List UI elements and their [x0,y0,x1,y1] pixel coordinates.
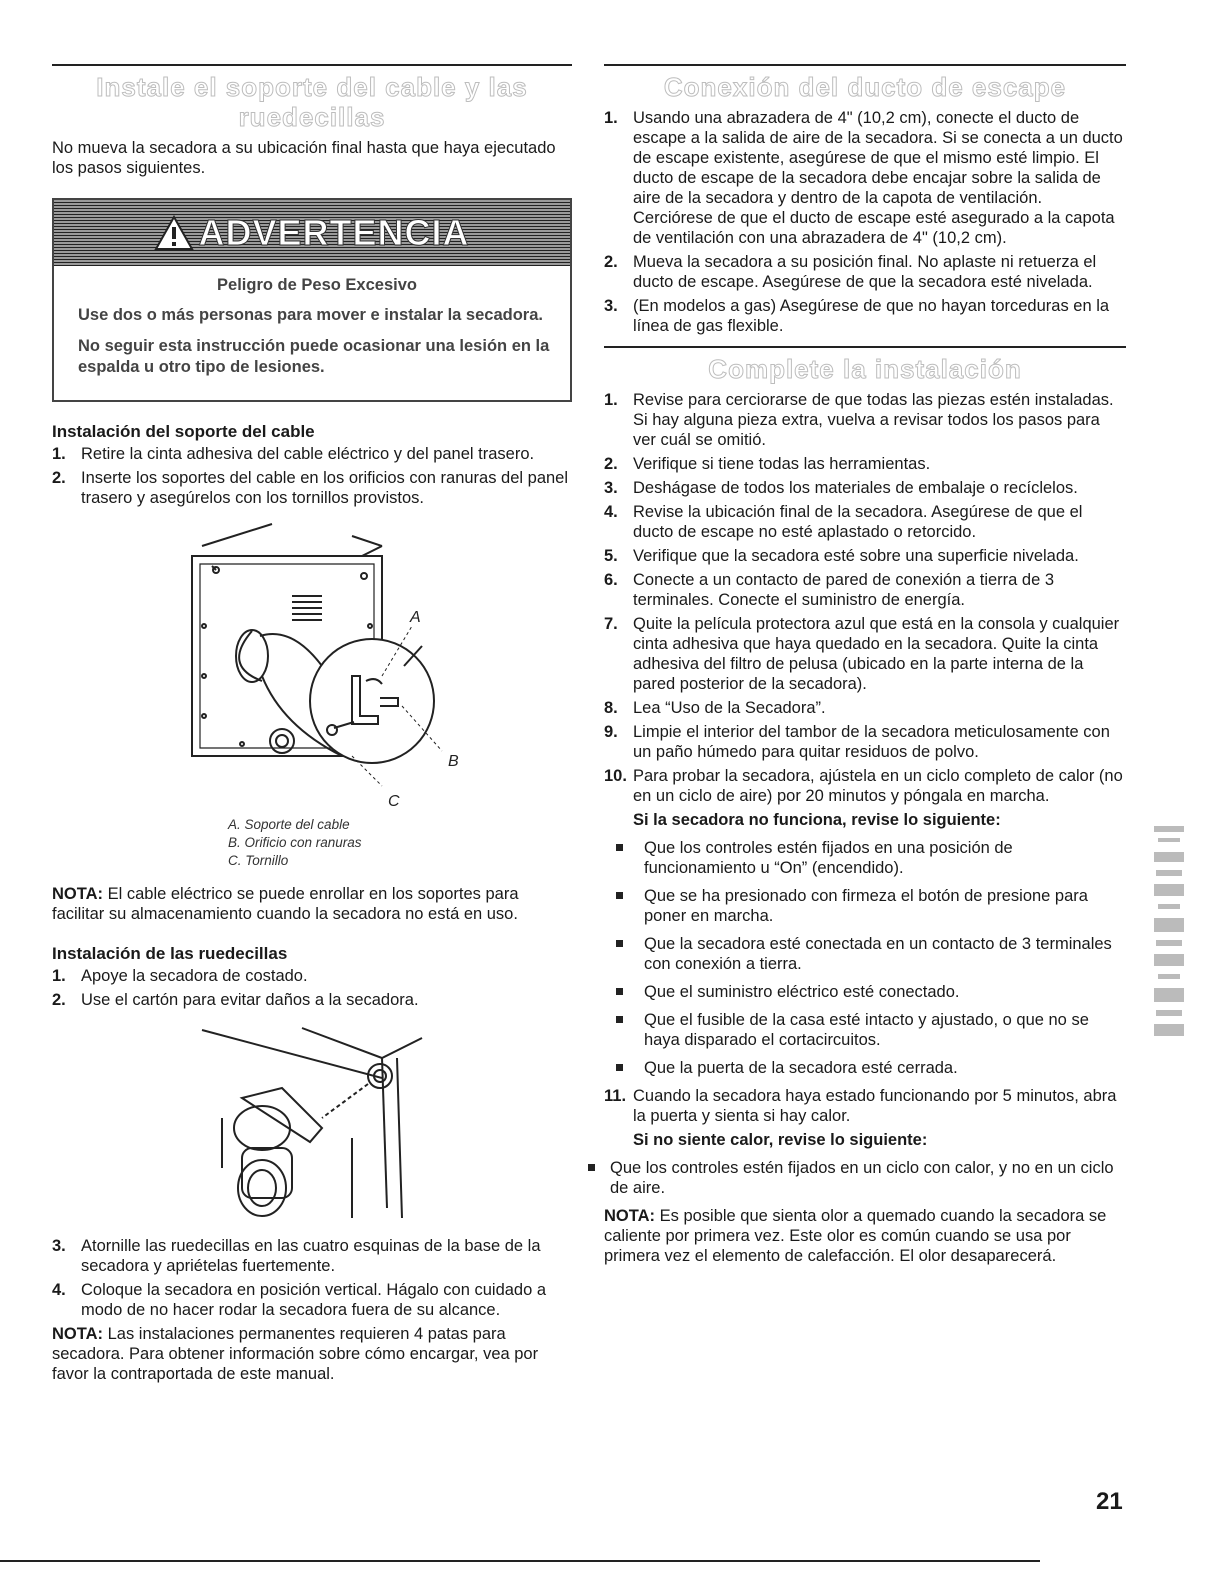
complete-steps [604,390,1126,806]
check1-heading: Si la secadora no funciona, revise lo siguiente: [633,811,1001,829]
section-title-cable-casters: Instale el soporte del cable y las ruedecillas [96,72,528,132]
list-item: 7. Quite la película protectora azul que está en la consola y cualquier cinta adhesiva que haya quedado en la secadora. Quite la cinta adhesiva del filtro de pelusa (ubicado en la parte interna de la pared posterior de la secadora). [604,615,1120,693]
list-item: 8. Lea “Uso de la Secadora”. [604,699,826,717]
warning-hazard: Peligro de Peso Excesivo [217,276,417,294]
casters-heading: Instalación de las ruedecillas [52,944,288,963]
list-item: Que la puerta de la secadora esté cerrada. [604,1058,1126,1078]
cable-bracket-illustration [142,516,482,816]
duct-steps [604,108,1126,336]
list-item: 1. Usando una abrazadera de 4" (10,2 cm), conecte el ducto de escape a la salida de aire de la secadora. Si se conecta a un ducto de escape existente, asegúrese de que el mismo esté limpio. El ducto de escape de la secadora debe encajar sobre la salida de aire de la secadora y dentro de la capota de ventilación. Cerciórese de que el ducto de escape esté asegurado a la capota de ventilación con una abrazadera de 4" (10,2 cm). [604,109,1123,247]
figure-caption-b: B. Orificio con ranuras [228,835,362,850]
side-tab-graphic [1148,818,1190,1048]
warning-header-text: ADVERTENCIA [198,212,470,253]
figure-label-c: C [388,793,400,810]
figure-label-a: A [410,609,421,626]
list-item: 6. Conecte a un contacto de pared de conexión a tierra de 3 terminales. Conecte el suministro de energía. [604,571,1055,609]
cable-heading: Instalación del soporte del cable [52,422,315,441]
list-item: 4. Coloque la secadora en posición vertical. Hágalo con cuidado a modo de no hacer rodar la secadora fuera de su alcance. [52,1281,547,1319]
caster-illustration [182,1018,442,1228]
section-rule [604,346,1126,348]
list-item: 10. Para probar la secadora, ajústela en un ciclo completo de calor (no en un ciclo de aire) por 20 minutos y póngala en marcha. [604,767,1123,805]
list-item: 2. Use el cartón para evitar daños a la secadora. [52,991,419,1009]
list-item: 1. Apoye la secadora de costado. [52,967,308,985]
warning-line-2: No seguir esta instrucción puede ocasionar una lesión en la espalda u otro tipo de lesiones. [78,337,550,376]
page-number: 21 [1096,1488,1123,1515]
right-column [604,64,1126,1266]
caster-figure [182,1018,442,1228]
list-item: 11. Cuando la secadora haya estado funcionando por 5 minutos, abra la puerta y sienta si hay calor. [604,1087,1117,1125]
list-item: 5. Verifique que la secadora esté sobre una superficie nivelada. [604,547,1079,565]
casters-steps [52,966,572,1010]
cable-steps [52,444,572,508]
list-item: 4. Revise la ubicación final de la secadora. Asegúrese de que el ducto de escape no esté aplastado o retorcido. [604,503,1083,541]
intro-text: No mueva la secadora a su ubicación final hasta que haya ejecutado los pasos siguientes. [52,139,556,177]
warning-box [52,198,572,402]
check2-heading: Si no siente calor, revise lo siguiente: [633,1131,928,1149]
list-item: 1. Revise para cerciorarse de que todas las piezas estén instaladas. Si hay alguna pieza extra, vuelva a revisar todos los pasos para ver cuál se omitió. [604,391,1114,449]
warning-body [54,266,570,400]
list-item: Que los controles estén fijados en una posición de funcionamiento u “On” (encendido). [604,838,1126,878]
section-title-complete: Complete la instalación [708,354,1022,384]
side-tab-pattern [1148,818,1190,1048]
list-item: 9. Limpie el interior del tambor de la secadora meticulosamente con un paño húmedo para quitar residuos de polvo. [604,723,1110,761]
casters-steps-continued [52,1236,572,1320]
list-item: 3. Deshágase de todos los materiales de embalaje o recíclelos. [604,479,1078,497]
warning-header [54,200,570,266]
list-item: 2. Verifique si tiene todas las herramientas. [604,455,931,473]
casters-note: NOTA: Las instalaciones permanentes requieren 4 patas para secadora. Para obtener información sobre cómo encargar, vea por favor la contraportada de este manual. [52,1325,539,1383]
section-rule [52,64,572,66]
list-item: Que se ha presionado con firmeza el botón de presione para poner en marcha. [604,886,1126,926]
figure-label-b: B [448,753,459,770]
cable-bracket-figure [142,516,482,816]
left-column [52,64,572,1384]
list-item: Que los controles estén fijados en un ciclo con calor, y no en un ciclo de aire. [576,1158,1126,1198]
section-rule [604,64,1126,66]
list-item: 3. (En modelos a gas) Asegúrese de que no hayan torceduras en la línea de gas flexible. [604,297,1110,335]
list-item: Que el suministro eléctrico esté conectado. [604,982,1126,1002]
figure-caption-a: A. Soporte del cable [228,817,350,832]
list-item: Que el fusible de la casa esté intacto y ajustado, o que no se haya disparado el cortacircuitos. [604,1010,1126,1050]
check1-list [604,838,1126,1078]
list-item: 2. Mueva la secadora a su posición final. No aplaste ni retuerza el ducto de escape. Asegúrese de que la secadora esté nivelada. [604,253,1097,291]
list-item: 1. Retire la cinta adhesiva del cable eléctrico y del panel trasero. [52,445,535,463]
check2-list [576,1158,1126,1198]
complete-note: NOTA: Es posible que sienta olor a quemado cuando la secadora se caliente por primera vez. Este olor es común cuando se usa por primera vez el elemento de calefacción. El olor desaparecerá. [604,1207,1107,1265]
list-item: 2. Inserte los soportes del cable en los orificios con ranuras del panel trasero y asegúrelos con los tornillos provistos. [52,469,569,507]
bottom-rule [0,1560,1040,1562]
warning-line-1: Use dos o más personas para mover e instalar la secadora. [78,306,543,324]
cable-note: NOTA: El cable eléctrico se puede enrollar en los soportes para facilitar su almacenamiento cuando la secadora no está en uso. [52,885,519,923]
complete-step-11 [604,1086,1126,1126]
warning-triangle-icon [154,215,194,251]
section-title-duct: Conexión del ducto de escape [663,72,1067,102]
list-item: Que la secadora esté conectada en un contacto de 3 terminales con conexión a tierra. [604,934,1126,974]
list-item: 3. Atornille las ruedecillas en las cuatro esquinas de la base de la secadora y apriételas fuertemente. [52,1237,541,1275]
figure-caption-c: C. Tornillo [228,853,289,868]
